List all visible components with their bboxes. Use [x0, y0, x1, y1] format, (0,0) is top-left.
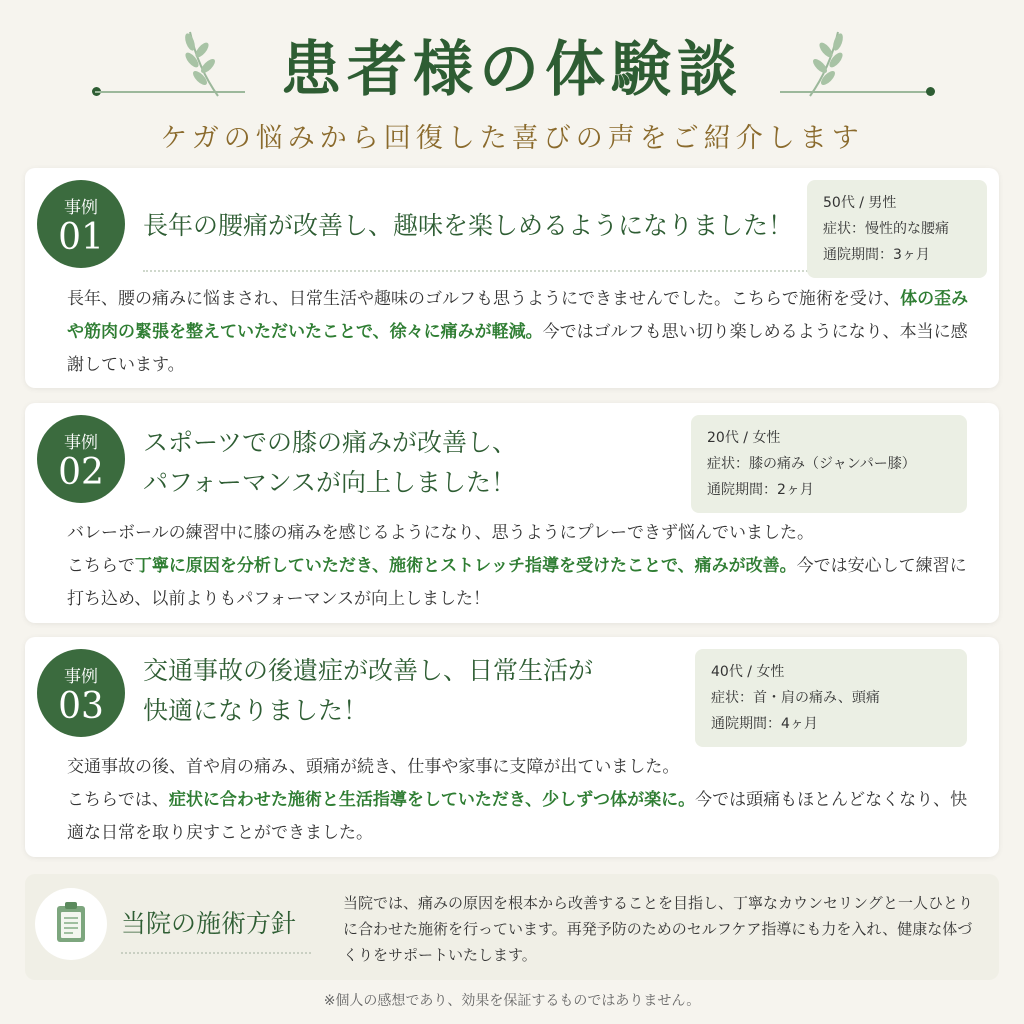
patient-symptom: 症状：首・肩の痛み、頭痛	[711, 690, 880, 706]
patient-info-box	[691, 415, 967, 513]
leaf-icon-right	[800, 28, 850, 98]
case-body	[67, 283, 979, 382]
case-badge	[37, 649, 125, 737]
case-card-03	[25, 637, 999, 857]
case-title-line: パフォーマンスが向上しました！	[143, 468, 517, 497]
patient-symptom: 症状：膝の痛み（ジャンパー膝）	[707, 456, 916, 472]
case-badge	[37, 180, 125, 268]
clinic-policy-section	[25, 874, 999, 980]
policy-title: 当院の施術方針	[121, 909, 297, 938]
disclaimer: ※個人の感想であり、効果を保証するものではありません。	[323, 993, 701, 1009]
patient-age-gender: 50代 / 男性	[823, 195, 897, 211]
case-title-line: スポーツでの膝の痛みが改善し、	[143, 428, 518, 457]
case-title	[143, 206, 793, 246]
policy-text: 当院では、痛みの原因を根本から改善することを目指し、丁寧なカウンセリングと一人ひとりに合わせた施術を行っています。再発予防のためのセルフケア指導にも力を入れ、健康な体づくりをサポートいたします。	[343, 894, 974, 964]
case-card-02	[25, 403, 999, 623]
title-underline	[143, 270, 808, 272]
case-title	[143, 423, 517, 503]
patient-age-gender: 40代 / 女性	[711, 664, 785, 680]
case-badge	[37, 415, 125, 503]
patient-period: 通院期間：4ヶ月	[711, 716, 818, 732]
body-text: バレーボールの練習中に膝の痛みを感じるようになり、思うようにプレーできず悩んでいました。	[67, 523, 814, 543]
body-text: 今では安心して練習に打ち込め、以前よりもパフォーマンスが向上しました！	[67, 556, 967, 609]
case-title	[143, 651, 593, 731]
badge-label: 事例	[64, 667, 98, 687]
badge-number: 03	[58, 686, 104, 727]
case-title-line: 長年の腰痛が改善し、趣味を楽しめるようになりました！	[143, 211, 794, 240]
patient-period: 通院期間：2ヶ月	[707, 482, 814, 498]
body-text: こちらでは、	[67, 790, 169, 810]
case-body	[67, 751, 979, 850]
body-text: 今では頭痛もほとんどなくなり、快適な日常を取り戻すことができました。	[67, 790, 968, 843]
body-text: 交通事故の後、首や肩の痛み、頭痛が続き、仕事や家事に支障が出ていました。	[67, 757, 680, 777]
patient-age-gender: 20代 / 女性	[707, 430, 781, 446]
decor-line-right	[780, 91, 930, 93]
page-header	[0, 0, 1024, 160]
badge-label: 事例	[64, 433, 98, 453]
case-card-01	[25, 168, 999, 388]
badge-number: 02	[58, 452, 104, 493]
patient-symptom: 症状：慢性的な腰痛	[823, 221, 949, 237]
case-body	[67, 517, 979, 616]
body-text: 長年、腰の痛みに悩まされ、日常生活や趣味のゴルフも思うようにできませんでした。こちらで施術を受け、	[67, 289, 901, 309]
policy-icon-wrap	[35, 888, 107, 960]
badge-number: 01	[58, 217, 104, 258]
patient-period: 通院期間：3ヶ月	[823, 247, 930, 263]
body-text: こちらで	[67, 556, 135, 576]
body-highlight: 丁寧に原因を分析していただき、施術とストレッチ指導を受けたことで、痛みが改善。	[134, 556, 797, 576]
decor-dot-right	[926, 87, 935, 96]
policy-underline	[121, 952, 311, 954]
body-highlight: 症状に合わせた施術と生活指導をしていただき、少しずつ体が楽に。	[168, 790, 696, 810]
clipboard-icon	[35, 888, 107, 960]
patient-info-box	[695, 649, 967, 747]
patient-info-box	[807, 180, 987, 278]
page-subtitle: ケガの悩みから回復した喜びの声をご紹介します	[160, 123, 864, 154]
case-title-line: 交通事故の後遺症が改善し、日常生活が	[143, 656, 594, 685]
case-title-line: 快適になりました！	[143, 696, 369, 725]
page-title: 患者様の体験談	[281, 35, 743, 105]
body-text: 今ではゴルフも思い切り楽しめるようになり、本当に感謝しています。	[67, 322, 968, 375]
body-highlight: 体の歪みや筋肉の緊張を整えていただいたことで、徐々に痛みが軽減。	[67, 289, 969, 342]
badge-label: 事例	[64, 198, 98, 218]
